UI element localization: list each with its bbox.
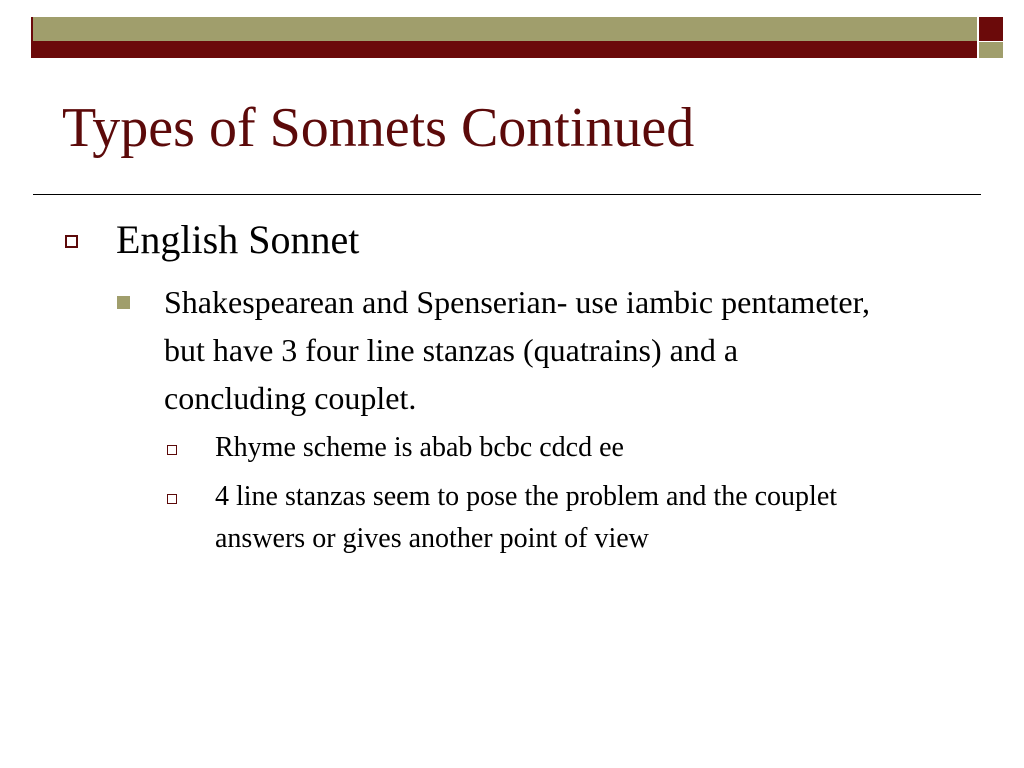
bullet-level-3: Rhyme scheme is abab bcbc cdcd ee <box>215 432 624 463</box>
small-hollow-square-bullet-icon <box>167 445 177 455</box>
hollow-square-bullet-icon <box>65 235 78 248</box>
small-hollow-square-bullet-icon <box>167 494 177 504</box>
bullet-level-1: English Sonnet <box>116 217 360 262</box>
slide-title: Types of Sonnets Continued <box>62 97 695 159</box>
bullet-level-2: Shakespearean and Spenserian- use iambic pentameter, but have 3 four line stanzas (quatrains) and a concluding couplet. <box>164 284 870 416</box>
filled-square-bullet-icon <box>117 296 130 309</box>
bullet-level-3: 4 line stanzas seem to pose the problem and the couplet answers or gives another point of view <box>215 481 838 554</box>
